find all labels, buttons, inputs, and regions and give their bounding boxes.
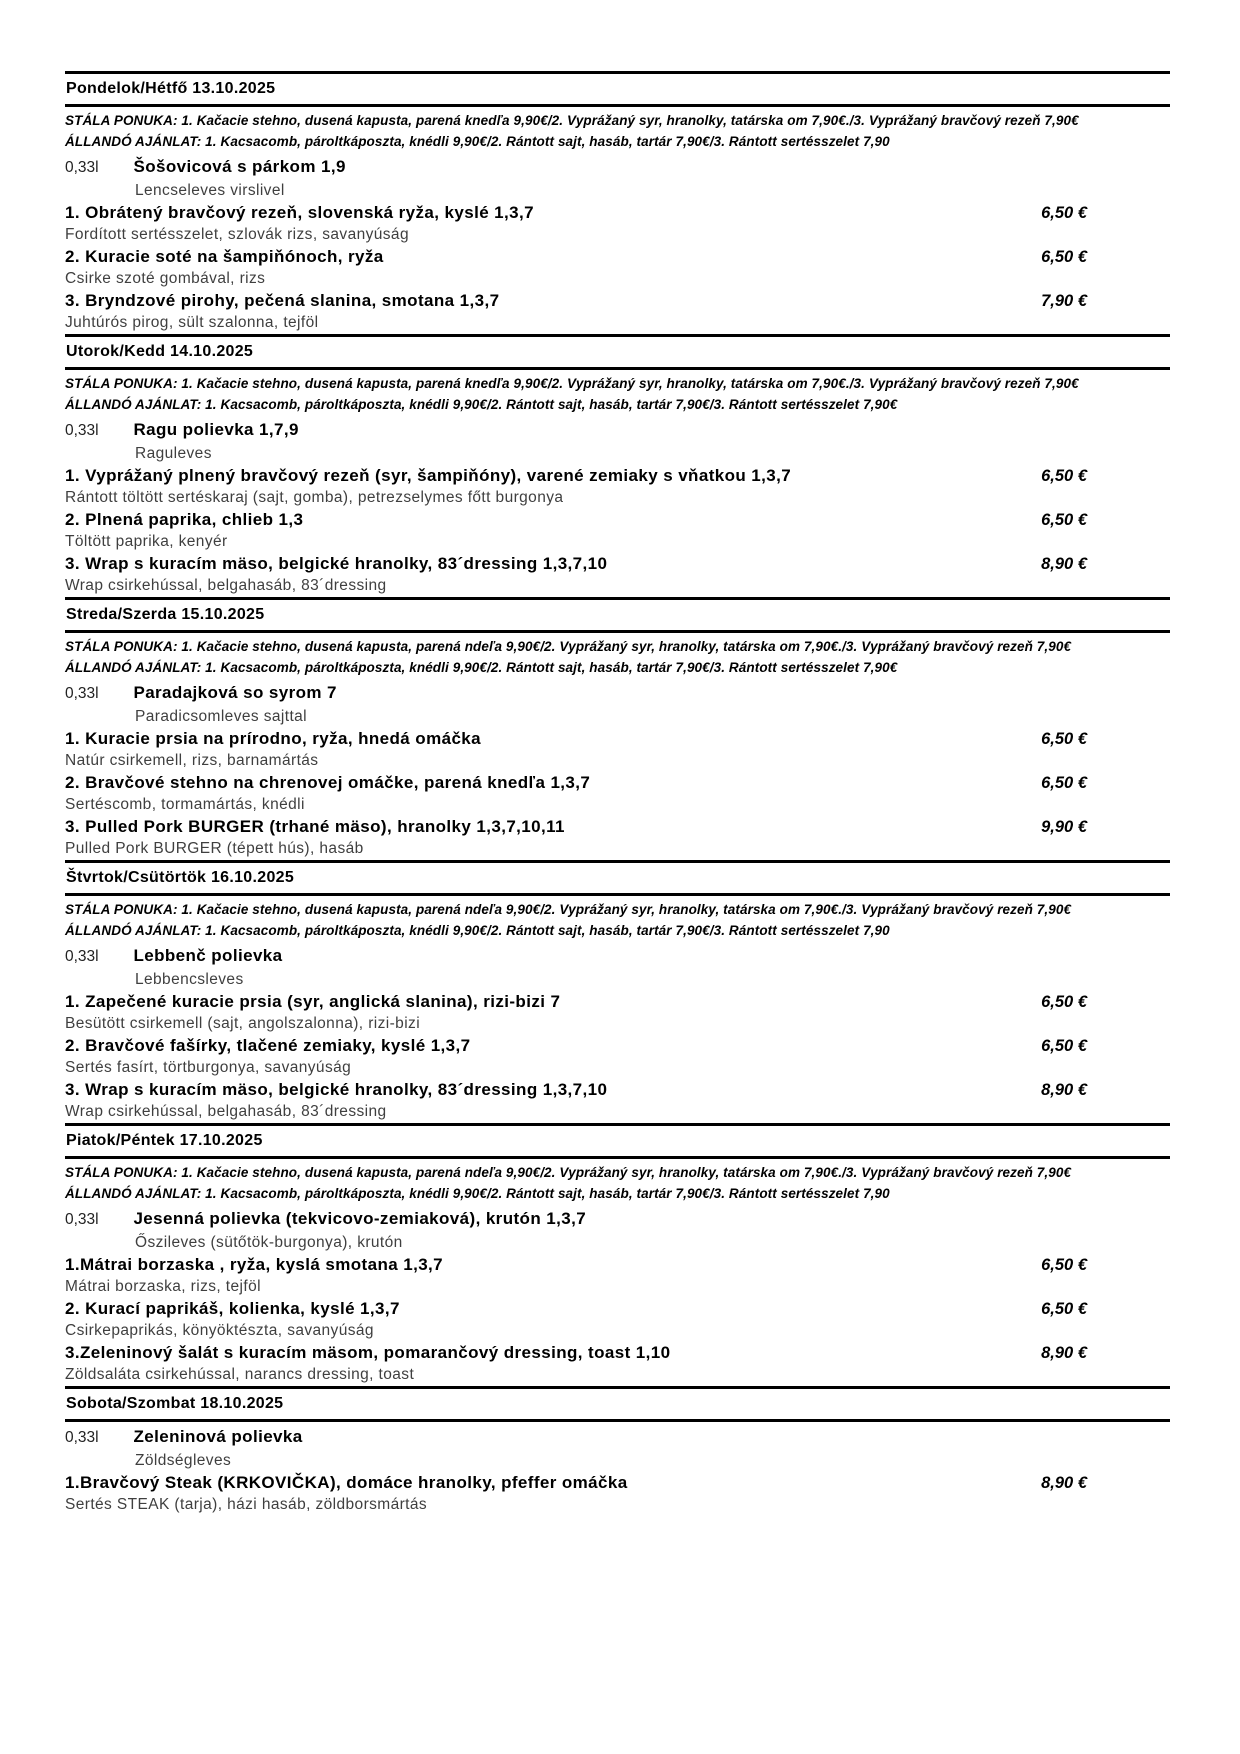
menu-item-translation: Csirkepaprikás, könyöktészta, savanyúság	[65, 1322, 374, 1339]
menu-item-name: 2. Bravčové fašírky, tlačené zemiaky, kyslé 1,3,7	[65, 1036, 471, 1055]
menu-item-translation: Fordított sertésszelet, szlovák rizs, savanyúság	[65, 226, 409, 243]
standing-offer-hu: ÁLLANDÓ AJÁNLAT: 1. Kacsacomb, pároltkáposzta, knédli 9,90€/2. Rántott sajt, hasáb, tartár 7,90€/3. Rántott sertésszelet 7,90€	[65, 397, 898, 412]
soup-row	[65, 155, 1170, 179]
menu-item-translation: Sertés fasírt, törtburgonya, savanyúság	[65, 1059, 352, 1076]
menu-item	[65, 991, 1170, 1013]
soup-volume: 0,33l	[65, 1211, 99, 1228]
soup-row	[65, 1207, 1170, 1231]
standing-offer-hu: ÁLLANDÓ AJÁNLAT: 1. Kacsacomb, pároltkáposzta, knédli 9,90€/2. Rántott sajt, hasáb, tartár 7,90€/3. Rántott sertésszelet 7,90	[65, 923, 890, 938]
soup-volume: 0,33l	[65, 1429, 99, 1446]
menu-item-price: 8,90 €	[1041, 1474, 1087, 1492]
soup-translation: Paradicsomleves sajttal	[135, 708, 308, 725]
soup-row	[65, 944, 1170, 968]
menu-item-name: 3.Zeleninový šalát s kuracím mäsom, pomarančový dressing, toast 1,10	[65, 1343, 671, 1362]
standing-offer-hu: ÁLLANDÓ AJÁNLAT: 1. Kacsacomb, pároltkáposzta, knédli 9,90€/2. Rántott sajt, hasáb, tartár 7,90€/3. Rántott sertésszelet 7,90€	[65, 660, 898, 675]
menu-item-price: 6,50 €	[1041, 774, 1087, 792]
standing-offer-sk: STÁLA PONUKA: 1. Kačacie stehno, dusená kapusta, parená ndeľa 9,90€/2. Vyprážaný syr, hranolky, tatárska om 7,90€./3. Vyprážaný bravčový rezeň 7,90€	[65, 1165, 1072, 1180]
menu-day-section	[65, 71, 1170, 334]
menu-item-name: 1.Mátrai borzaska , ryža, kyslá smotana 1,3,7	[65, 1255, 444, 1274]
menu-item-translation: Sertéscomb, tormamártás, knédli	[65, 796, 305, 813]
day-header: Pondelok/Hétfő 13.10.2025	[65, 71, 1170, 107]
soup-row	[65, 681, 1170, 705]
menu-item	[65, 202, 1170, 224]
soup-translation: Raguleves	[135, 445, 212, 462]
menu-item-name: 3. Wrap s kuracím mäso, belgické hranolky, 83´dressing 1,3,7,10	[65, 554, 608, 573]
soup-row	[65, 418, 1170, 442]
soup-translation: Lebbencsleves	[135, 971, 244, 988]
menu-item-price: 6,50 €	[1041, 730, 1087, 748]
menu-item	[65, 553, 1170, 575]
menu-item-price: 6,50 €	[1041, 1256, 1087, 1274]
menu-item-translation: Besütött csirkemell (sajt, angolszalonna), rizi-bizi	[65, 1015, 421, 1032]
menu-item-name: 1. Kuracie prsia na prírodno, ryža, hnedá omáčka	[65, 729, 482, 748]
menu-item-price: 8,90 €	[1041, 1081, 1087, 1099]
menu-item-price: 7,90 €	[1041, 292, 1087, 310]
menu-item-name: 2. Bravčové stehno na chrenovej omáčke, parená knedľa 1,3,7	[65, 773, 591, 792]
menu-item-price: 6,50 €	[1041, 1300, 1087, 1318]
menu-item	[65, 246, 1170, 268]
menu-item-price: 9,90 €	[1041, 818, 1087, 836]
soup-name: Zeleninová polievka	[133, 1427, 303, 1446]
menu-item	[65, 1035, 1170, 1057]
menu-item-name: 1. Vyprážaný plnený bravčový rezeň (syr, šampiňóny), varené zemiaky s vňatkou 1,3,7	[65, 466, 792, 485]
menu-item	[65, 509, 1170, 531]
day-header: Streda/Szerda 15.10.2025	[65, 597, 1170, 633]
menu-item-price: 6,50 €	[1041, 1037, 1087, 1055]
soup-name: Paradajková so syrom 7	[133, 683, 337, 702]
menu-day-section	[65, 597, 1170, 860]
menu-item-name: 1. Obrátený bravčový rezeň, slovenská ryža, kyslé 1,3,7	[65, 203, 534, 222]
menu-day-section	[65, 1123, 1170, 1386]
soup-name: Jesenná polievka (tekvicovo-zemiaková), krutón 1,3,7	[133, 1209, 587, 1228]
weekly-menu-document	[65, 71, 1170, 1516]
soup-volume: 0,33l	[65, 159, 99, 176]
menu-item	[65, 816, 1170, 838]
menu-item	[65, 728, 1170, 750]
menu-item	[65, 1254, 1170, 1276]
menu-item-price: 6,50 €	[1041, 993, 1087, 1011]
soup-name: Ragu polievka 1,7,9	[133, 420, 299, 439]
menu-item-name: 3. Wrap s kuracím mäso, belgické hranolky, 83´dressing 1,3,7,10	[65, 1080, 608, 1099]
menu-item-name: 2. Kurací paprikáš, kolienka, kyslé 1,3,7	[65, 1299, 400, 1318]
menu-item-translation: Wrap csirkehússal, belgahasáb, 83´dressing	[65, 577, 387, 594]
menu-item-price: 8,90 €	[1041, 1344, 1087, 1362]
menu-item-price: 6,50 €	[1041, 204, 1087, 222]
menu-item-name: 1.Bravčový Steak (KRKOVIČKA), domáce hranolky, pfeffer omáčka	[65, 1473, 628, 1492]
soup-name: Lebbenč polievka	[133, 946, 283, 965]
menu-item	[65, 1079, 1170, 1101]
soup-translation: Őszileves (sütőtök-burgonya), krutón	[135, 1234, 403, 1251]
menu-item	[65, 465, 1170, 487]
menu-item	[65, 1298, 1170, 1320]
standing-offer-sk: STÁLA PONUKA: 1. Kačacie stehno, dusená kapusta, parená ndeľa 9,90€/2. Vyprážaný syr, hranolky, tatárska om 7,90€./3. Vyprážaný bravčový rezeň 7,90€	[65, 902, 1072, 917]
standing-offer-hu: ÁLLANDÓ AJÁNLAT: 1. Kacsacomb, pároltkáposzta, knédli 9,90€/2. Rántott sajt, hasáb, tartár 7,90€/3. Rántott sertésszelet 7,90	[65, 134, 890, 149]
menu-item-translation: Pulled Pork BURGER (tépett hús), hasáb	[65, 840, 364, 857]
menu-item-price: 6,50 €	[1041, 511, 1087, 529]
menu-item-translation: Natúr csirkemell, rizs, barnamártás	[65, 752, 319, 769]
soup-translation: Zöldségleves	[135, 1452, 232, 1469]
day-header: Piatok/Péntek 17.10.2025	[65, 1123, 1170, 1159]
soup-volume: 0,33l	[65, 948, 99, 965]
soup-row	[65, 1425, 1170, 1449]
menu-item	[65, 1342, 1170, 1364]
soup-volume: 0,33l	[65, 422, 99, 439]
menu-item-translation: Töltött paprika, kenyér	[65, 533, 228, 550]
menu-item-translation: Rántott töltött sertéskaraj (sajt, gomba), petrezselymes főtt burgonya	[65, 489, 564, 506]
menu-item-price: 8,90 €	[1041, 555, 1087, 573]
menu-item-price: 6,50 €	[1041, 248, 1087, 266]
standing-offer-sk: STÁLA PONUKA: 1. Kačacie stehno, dusená kapusta, parená knedľa 9,90€/2. Vyprážaný syr, hranolky, tatárska om 7,90€./3. Vyprážaný bravčový rezeň 7,90€	[65, 376, 1079, 391]
menu-item-translation: Mátrai borzaska, rizs, tejföl	[65, 1278, 261, 1295]
menu-item-translation: Sertés STEAK (tarja), házi hasáb, zöldborsmártás	[65, 1496, 428, 1513]
menu-item-name: 2. Plnená paprika, chlieb 1,3	[65, 510, 304, 529]
menu-item-name: 1. Zapečené kuracie prsia (syr, anglická slanina), rizi-bizi 7	[65, 992, 561, 1011]
menu-item-name: 3. Bryndzové pirohy, pečená slanina, smotana 1,3,7	[65, 291, 500, 310]
menu-day-section	[65, 1386, 1170, 1516]
soup-name: Šošovicová s párkom 1,9	[133, 157, 346, 176]
menu-item-name: 2. Kuracie soté na šampiňónoch, ryža	[65, 247, 384, 266]
menu-item	[65, 290, 1170, 312]
standing-offer-sk: STÁLA PONUKA: 1. Kačacie stehno, dusená kapusta, parená knedľa 9,90€/2. Vyprážaný syr, hranolky, tatárska om 7,90€./3. Vyprážaný bravčový rezeň 7,90€	[65, 113, 1079, 128]
day-header: Sobota/Szombat 18.10.2025	[65, 1386, 1170, 1422]
soup-volume: 0,33l	[65, 685, 99, 702]
menu-day-section	[65, 334, 1170, 597]
menu-item-translation: Zöldsaláta csirkehússal, narancs dressing, toast	[65, 1366, 415, 1383]
menu-item	[65, 1472, 1170, 1494]
standing-offer-hu: ÁLLANDÓ AJÁNLAT: 1. Kacsacomb, pároltkáposzta, knédli 9,90€/2. Rántott sajt, hasáb, tartár 7,90€/3. Rántott sertésszelet 7,90	[65, 1186, 890, 1201]
standing-offer-sk: STÁLA PONUKA: 1. Kačacie stehno, dusená kapusta, parená ndeľa 9,90€/2. Vyprážaný syr, hranolky, tatárska om 7,90€./3. Vyprážaný bravčový rezeň 7,90€	[65, 639, 1072, 654]
menu-item-translation: Wrap csirkehússal, belgahasáb, 83´dressing	[65, 1103, 387, 1120]
day-header: Utorok/Kedd 14.10.2025	[65, 334, 1170, 370]
menu-item-price: 6,50 €	[1041, 467, 1087, 485]
day-header: Štvrtok/Csütörtök 16.10.2025	[65, 860, 1170, 896]
menu-item-translation: Csirke szoté gombával, rizs	[65, 270, 266, 287]
menu-day-section	[65, 860, 1170, 1123]
menu-item	[65, 772, 1170, 794]
menu-item-translation: Juhtúrós pirog, sült szalonna, tejföl	[65, 314, 319, 331]
menu-item-name: 3. Pulled Pork BURGER (trhané mäso), hranolky 1,3,7,10,11	[65, 817, 565, 836]
soup-translation: Lencseleves virslivel	[135, 182, 285, 199]
